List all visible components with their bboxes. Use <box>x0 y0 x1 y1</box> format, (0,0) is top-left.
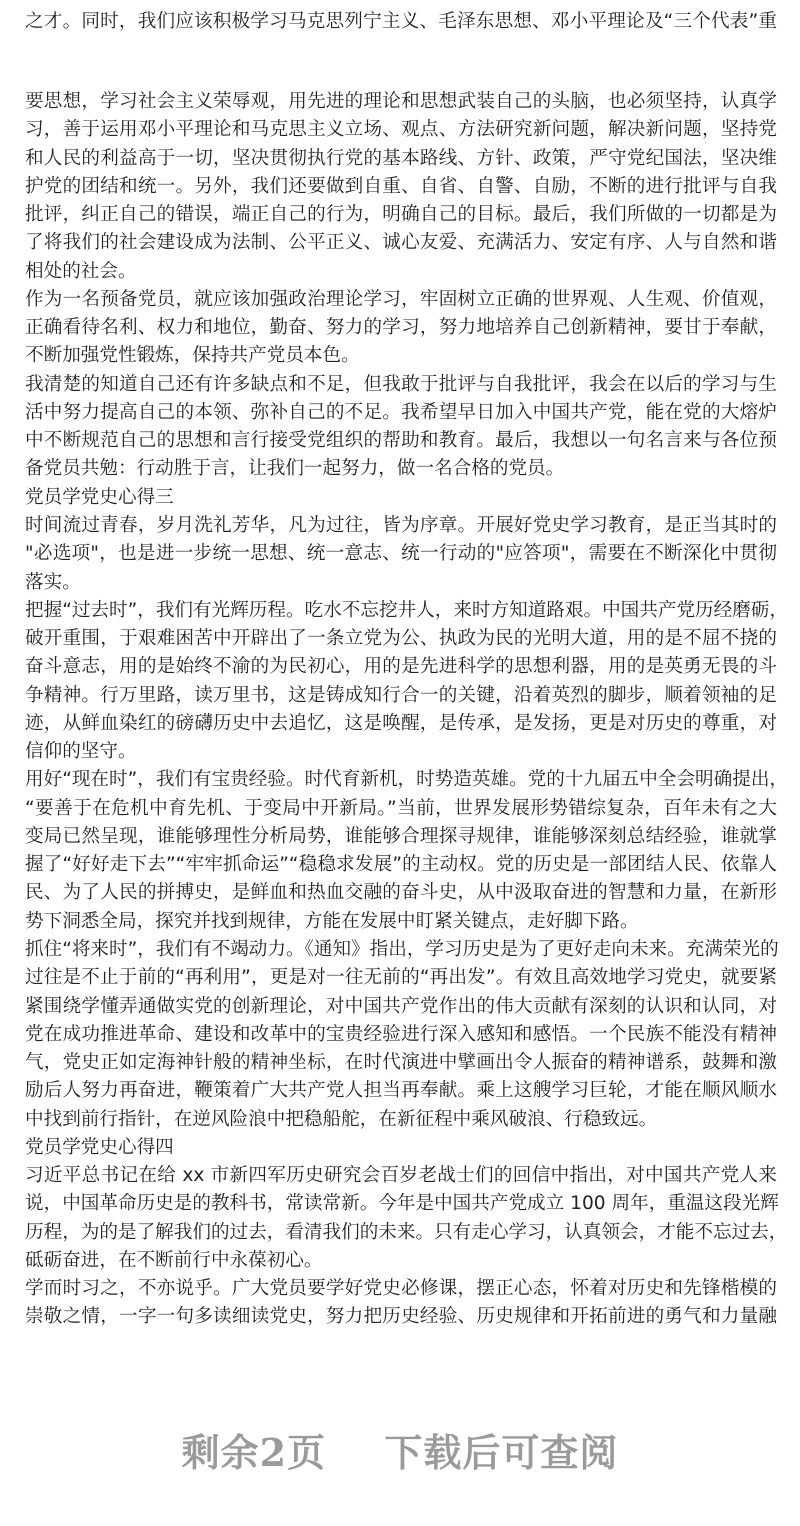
text-line: 备党员共勉：行动胜于言，让我们一起努力，做一名合格的党员。 <box>25 458 565 480</box>
paragraph <box>0 936 800 1134</box>
text-line: 把握“过去时”，我们有光辉历程。吃水不忘挖井人，来时方知道路艰。中国共产党历经磨砺， <box>25 599 789 621</box>
paragraph <box>0 512 800 597</box>
text-line: 奋斗意志，用的是始终不渝的为民初心，用的是先进科学的思想利器，用的是英勇无畏的斗 <box>25 656 777 678</box>
section-heading <box>0 1134 800 1162</box>
text-line: 护党的团结和统一。另外，我们还要做到自重、自省、自警、自励，不断的进行批评与自我 <box>25 175 777 197</box>
text-line: 了将我们的社会建设成为法制、公平正义、诚心友爱、充满活力、安定有序、人与自然和谐 <box>25 232 777 254</box>
text-line: 紧围绕学懂弄通做实党的创新理论，对中国共产党作出的伟大贡献有深刻的认识和认同，对 <box>25 995 777 1017</box>
download-prompt[interactable]: 下载后可查阅 <box>384 1430 619 1475</box>
text-line: 习近平总书记在给 xx 市新四军历史研究会百岁老战士们的回信中指出，对中国共产党人来 <box>25 1165 777 1187</box>
text-line: 和人民的利益高于一切，坚决贯彻执行党的基本路线、方针、政策，严守党纪国法，坚决维 <box>25 147 777 169</box>
text-line: 活中努力提高自己的本领、弥补自己的不足。我希望早日加入中国共产党，能在党的大熔炉 <box>25 401 777 423</box>
text-line: 用好“现在时”，我们有宝贵经验。时代育新机，时势造英雄。党的十九届五中全会明确提出， <box>25 769 789 791</box>
text-line: 正确看待名利、权力和地位，勤奋、努力的学习，努力地培养自己创新精神，要甘于奉献， <box>25 317 777 339</box>
text-line: 不断加强党性锻炼，保持共产党员本色。 <box>25 345 360 367</box>
text-line: 励后人努力再奋进，鞭策着广大共产党人担当再奉献。乘上这艘学习巨轮，才能在顺风顺水 <box>25 1080 777 1102</box>
text-line: 过往是不止于前的“再利用”，更是对一往无前的“再出发”。有效且高效地学习党史，就要紧 <box>25 967 777 989</box>
text-line: 握了“好好走下去”“牢牢抓命运”“稳稳求发展”的主动权。党的历史是一部团结人民、依靠人 <box>25 854 777 876</box>
text-line: 中不断规范自己的思想和言行接受党组织的帮助和教育。最后，我想以一句名言来与各位预 <box>25 430 777 452</box>
text-line: 我清楚的知道自己还有许多缺点和不足，但我敢于批评与自我批评，我会在以后的学习与生 <box>25 373 777 395</box>
paragraph <box>0 1162 800 1275</box>
text-line: 落实。 <box>25 571 81 593</box>
text-line: 抓住“将来时”，我们有不竭动力。《通知》指出，学习历史是为了更好走向未来。充满荣光的 <box>25 938 779 960</box>
text-line: 学而时习之，不亦说乎。广大党员要学好党史必修课，摆正心态，怀着对历史和先锋楷模的 <box>25 1278 777 1300</box>
text-line: 变局已然呈现，谁能够理性分析局势，谁能够合理探寻规律，谁能够深刻总结经验，谁就掌 <box>25 825 777 847</box>
paragraph <box>0 597 800 767</box>
paragraph <box>0 1275 800 1332</box>
text-line: 党员学党史心得三 <box>25 486 174 508</box>
text-line: 势下洞悉全局，探究并找到规律，方能在发展中盯紧关键点，走好脚下路。 <box>25 910 639 932</box>
remaining-pages-label: 剩余2页 <box>181 1430 327 1475</box>
text-line: 习，善于运用邓小平理论和马克思主义立场、观点、方法研究新问题，解决新问题，坚持党 <box>25 119 777 141</box>
text-line: 作为一名预备党员，就应该加强政治理论学习，牢固树立正确的世界观、人生观、价值观， <box>25 288 777 310</box>
paragraph <box>0 88 800 286</box>
text-line: 争精神。行万里路，读万里书，这是铸成知行合一的关键，沿着英烈的脚步，顺着领袖的足 <box>25 684 777 706</box>
text-line: 相处的社会。 <box>25 260 137 282</box>
text-line: 说，中国革命历史是的教科书，常读常新。今年是中国共产党成立 100 周年，重温这段光辉 <box>25 1193 779 1215</box>
text-line: 信仰的坚守。 <box>25 741 137 763</box>
text-line: 破开重围，于艰难困苦中开辟出了一条立党为公、执政为民的光明大道，用的是不屈不挠的 <box>25 628 777 650</box>
text-line: 崇敬之情，一字一句多读细读党史，努力把历史经验、历史规律和开拓前进的勇气和力量融 <box>25 1306 777 1328</box>
text-line: 之才。同时，我们应该积极学习马克思列宁主义、毛泽东思想、邓小平理论及“三个代表”重 <box>25 11 777 32</box>
text-line: “要善于在危机中育先机、于变局中开新局。”当前，世界发展形势错综复杂，百年未有之大 <box>25 797 777 819</box>
text-line: 砥砺奋进，在不断前行中永葆初心。 <box>25 1249 323 1271</box>
paragraph <box>0 286 800 371</box>
text-line: 历程，为的是了解我们的过去，看清我们的未来。只有走心学习，认真领会，才能不忘过去， <box>25 1221 788 1243</box>
text-line: 党员学党史心得四 <box>25 1136 174 1158</box>
text-line: 中找到前行指针，在逆风险浪中把稳船舵，在新征程中乘风破浪、行稳致远。 <box>25 1108 658 1130</box>
text-line: "必选项"，也是进一步统一思想、统一意志、统一行动的"应答项"，需要在不断深化中贯彻 <box>25 543 777 565</box>
preview-limit-banner[interactable] <box>0 1422 800 1477</box>
section-heading <box>0 484 800 512</box>
paragraph <box>0 371 800 484</box>
text-line: 民、为了人民的拼搏史，是鲜血和热血交融的奋斗史，从中汲取奋进的智慧和力量，在新形 <box>25 882 777 904</box>
text-line: 要思想，学习社会主义荣辱观，用先进的理论和思想武装自己的头脑，也必须坚持，认真学 <box>25 91 777 112</box>
paragraph <box>0 766 800 936</box>
text-line: 时间流过青春，岁月洗礼芳华，凡为过往，皆为序章。开展好党史学习教育，是正当其时的 <box>25 514 777 536</box>
text-line: 气，党史正如定海神针般的精神坐标，在时代演进中擘画出令人振奋的精神谱系，鼓舞和激 <box>25 1052 777 1074</box>
text-line: 迹，从鲜血染红的磅礴历史中去追忆，这是唤醒，是传承，是发扬，更是对历史的尊重，对 <box>25 712 777 734</box>
document-body <box>0 88 800 1332</box>
text-line: 党在成功推进革命、建设和改革中的宝贵经验进行深入感知和感悟。一个民族不能没有精神 <box>25 1023 777 1045</box>
text-line: 批评，纠正自己的错误，端正自己的行为，明确自己的目标。最后，我们所做的一切都是为 <box>25 204 777 226</box>
